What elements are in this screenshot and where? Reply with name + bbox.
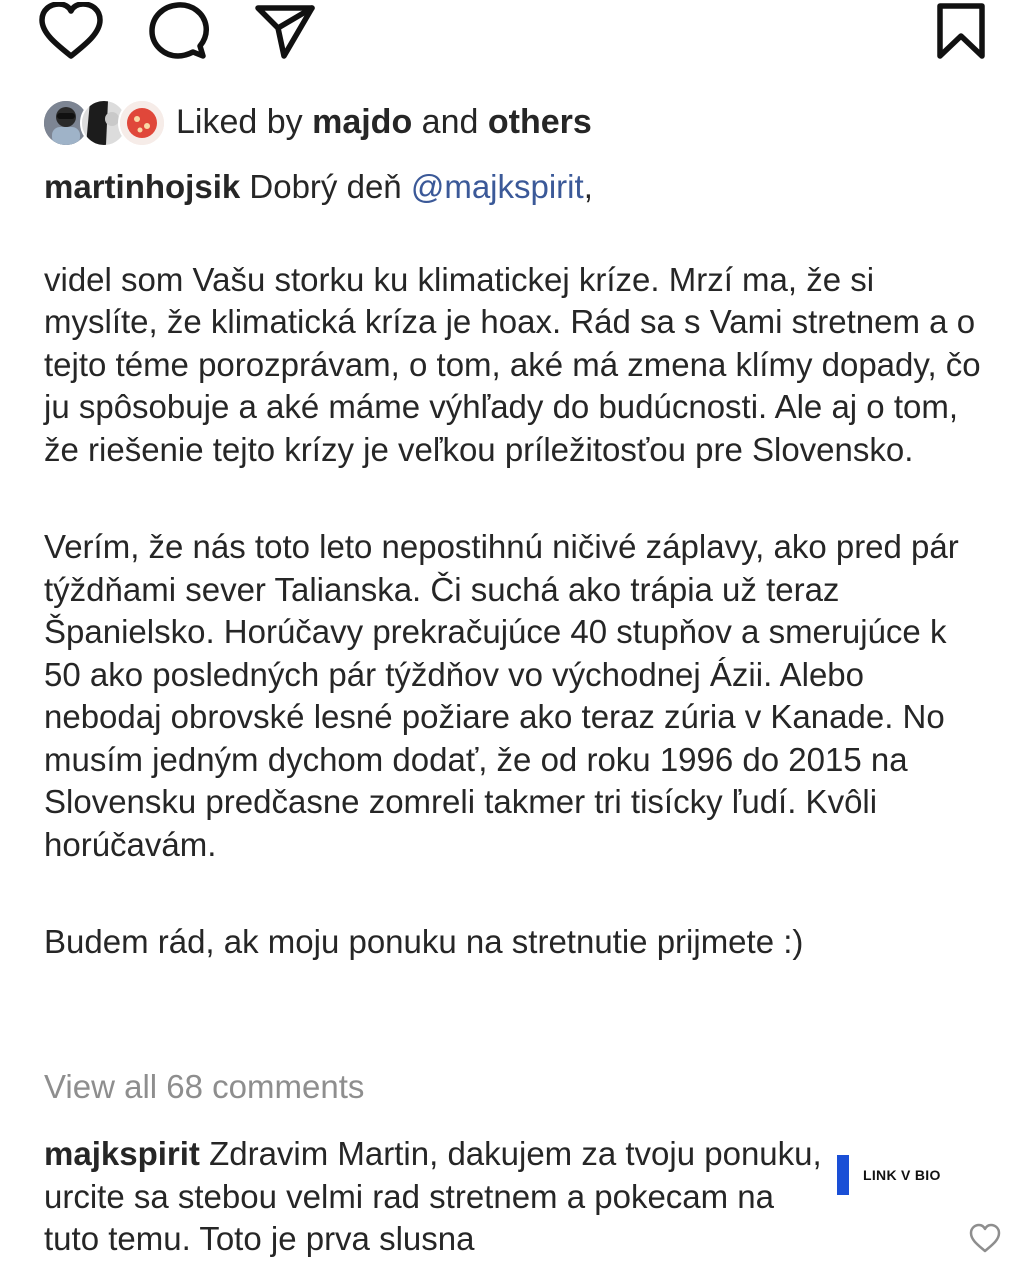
caption-paragraph-2: Verím, že nás toto leto nepostihnú ničivé záplavy, ako pred pár týždňami sever Talianska. Či suchá ako trápia už teraz Španielsko. Horúčavy prekračujúce 40 stupňov a smerujúce k 50 ako posledných pár týždňov vo východnej Ázii. Alebo nebodaj obrovské lesné požiare ako teraz zúria v Kanade. No musím jedným dychom dodať, že od roku 1996 do 2015 na Slovensku predčasne zomreli takmer tri tisícky ľudí. Kvôli horúčavám. (44, 528, 959, 863)
caption-greeting-end: , (583, 168, 593, 205)
post-caption (44, 166, 984, 964)
likes-row (42, 96, 592, 148)
badge-accent-bar (837, 1155, 849, 1195)
caption-first-line (44, 166, 984, 209)
caption-username[interactable]: martinhojsik (44, 168, 241, 205)
paragraph-gap (44, 866, 984, 921)
heart-outline-icon[interactable] (968, 1222, 1002, 1254)
link-in-bio-badge (837, 1155, 941, 1195)
liker-username[interactable]: majdo (312, 102, 413, 141)
liker-avatars[interactable] (42, 97, 164, 147)
badge-label: LINK V BIO (863, 1167, 941, 1183)
comment-item (44, 1133, 834, 1261)
post-action-bar (0, 0, 1018, 70)
heart-outline-icon[interactable] (36, 2, 106, 60)
view-all-comments-link[interactable]: View all 68 comments (44, 1068, 365, 1105)
caption-paragraph-3: Budem rád, ak moju ponuku na stretnutie prijmete :) (44, 923, 804, 960)
bookmark-icon[interactable] (932, 2, 990, 62)
comment-username[interactable]: majkspirit (44, 1135, 200, 1172)
caption-mention[interactable]: @majkspirit (410, 168, 584, 205)
comment-text: Zdravim Martin, dakujem za tvoju ponuku, urcite sa stebou velmi rad stretnem a pokecam na tuto temu. Toto je prva slusna (44, 1135, 822, 1257)
paragraph-gap (44, 209, 984, 259)
likes-conjunction: and (421, 102, 479, 141)
comment-bubble-icon[interactable] (146, 2, 210, 60)
likes-others-link[interactable]: others (487, 102, 592, 141)
paper-plane-icon[interactable] (252, 2, 316, 60)
avatar (118, 99, 166, 147)
likes-prefix: Liked by (176, 102, 303, 141)
likes-summary[interactable] (176, 103, 592, 142)
paragraph-gap (44, 471, 984, 526)
caption-greeting: Dobrý deň (249, 168, 402, 205)
caption-paragraph-1: videl som Vašu storku ku klimatickej kríze. Mrzí ma, že si myslíte, že klimatická kríza je hoax. Rád sa s Vami stretnem a o tejto téme porozprávam, o tom, aké má zmena klímy dopady, čo ju spôsobuje a aké máme výhľady do budúcnosti. Ale aj o tom, že riešenie tejto krízy je veľkou príležitosťou pre Slovensko. (44, 260, 981, 468)
